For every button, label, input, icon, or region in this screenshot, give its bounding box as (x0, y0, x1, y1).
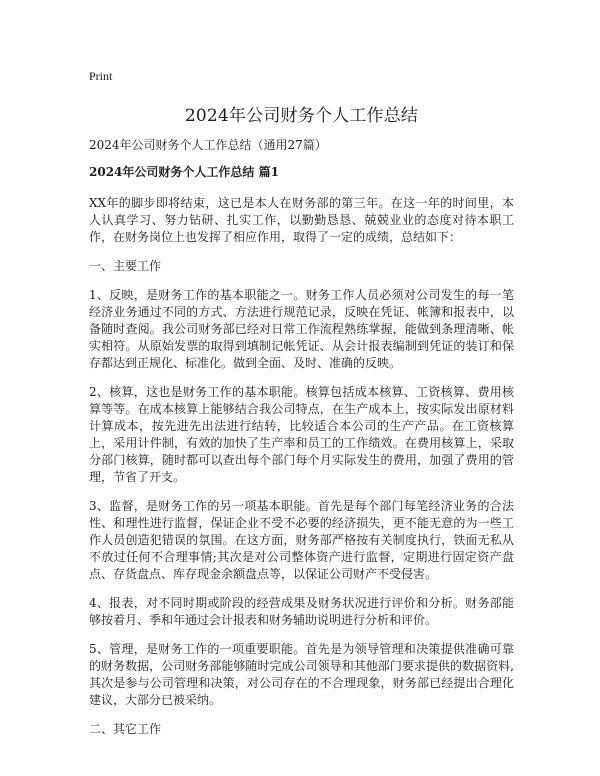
section-heading: 2024年公司财务个人工作总结 篇1 (89, 165, 279, 179)
paragraph-supervision: 3、监督，是财务工作的另一项基本职能。首先是每个部门每笔经济业务的合法性、和理性进行监督，保证企业不受不必要的经济损失，更不能无意的为一些工作人员创造犯错误的氛围。在这方面，财务部严格按有关制度执行，铁面无私从不放过任何不合理事情;其次是对公司整体资产进行监督，定期进行固定资产盘点、存货盘点、库存现金余额盘点等，以保证公司财产不受侵害。 (89, 499, 514, 581)
paragraph-heading-main-work: 一、主要工作 (89, 259, 162, 273)
print-label[interactable]: Print (89, 69, 113, 83)
paragraph-reporting: 1、反映，是财务工作的基本职能之一。财务工作人员必须对公司发生的每一笔经济业务通过不同的方式、方法进行规范记录，反映在凭证、帐簿和报表中，以备随时查阅。我公司财务部已经对日常工作流程熟练掌握，能做到条理清晰、帐实相符。从原始发票的取得到填制记帐凭证、从会计报表编制到凭证的装订和保存都达到正规化、标准化。做到全面、及时、准确的反映。 (89, 288, 514, 370)
page-title: 2024年公司财务个人工作总结 (184, 106, 419, 126)
document-subtitle: 2024年公司财务个人工作总结（通用27篇） (89, 138, 327, 152)
paragraph-management: 5、管理，是财务工作的一项重要职能。首先是为领导管理和决策提供准确可靠的财务数据，公司财务部能够随时完成公司领导和其他部门要求提供的数据资料,其次是参与公司管理和决策，对公司存在的不合理现象，财务部已经提出合理化建议，大部分已被采纳。 (89, 642, 514, 707)
paragraph-intro: XX年的脚步即将结束，这已是本人在财务部的第三年。在这一年的时间里，本人认真学习、努力钻研、扎实工作，以勤勤恳恳、兢兢业业的态度对待本职工作，在财务岗位上也发挥了相应作用，取得了一定的成绩，总结如下： (89, 196, 514, 244)
paragraph-heading-other-work: 二、其它工作 (89, 722, 162, 736)
paragraph-statements: 4、报表，对不同时期或阶段的经营成果及财务状况进行评价和分析。财务部能够按着月、季和年通过会计报表和财务辅助说明进行分析和评价。 (89, 596, 514, 627)
paragraph-accounting: 2、核算，这也是财务工作的基本职能。核算包括成本核算、工资核算、费用核算等等。在成本核算上能够结合我公司特点，在生产成本上，按实际发出原材料计算成本，按先进先出法进行结转，比较适合本公司的生产产品。在工资核算上，采用计件制，有效的加快了生产率和员工的工作绩效。在费用核算上，采取分部门核算，随时都可以查出每个部门每个月实际发生的费用，加强了费用的管理，节省了开支。 (89, 385, 514, 484)
